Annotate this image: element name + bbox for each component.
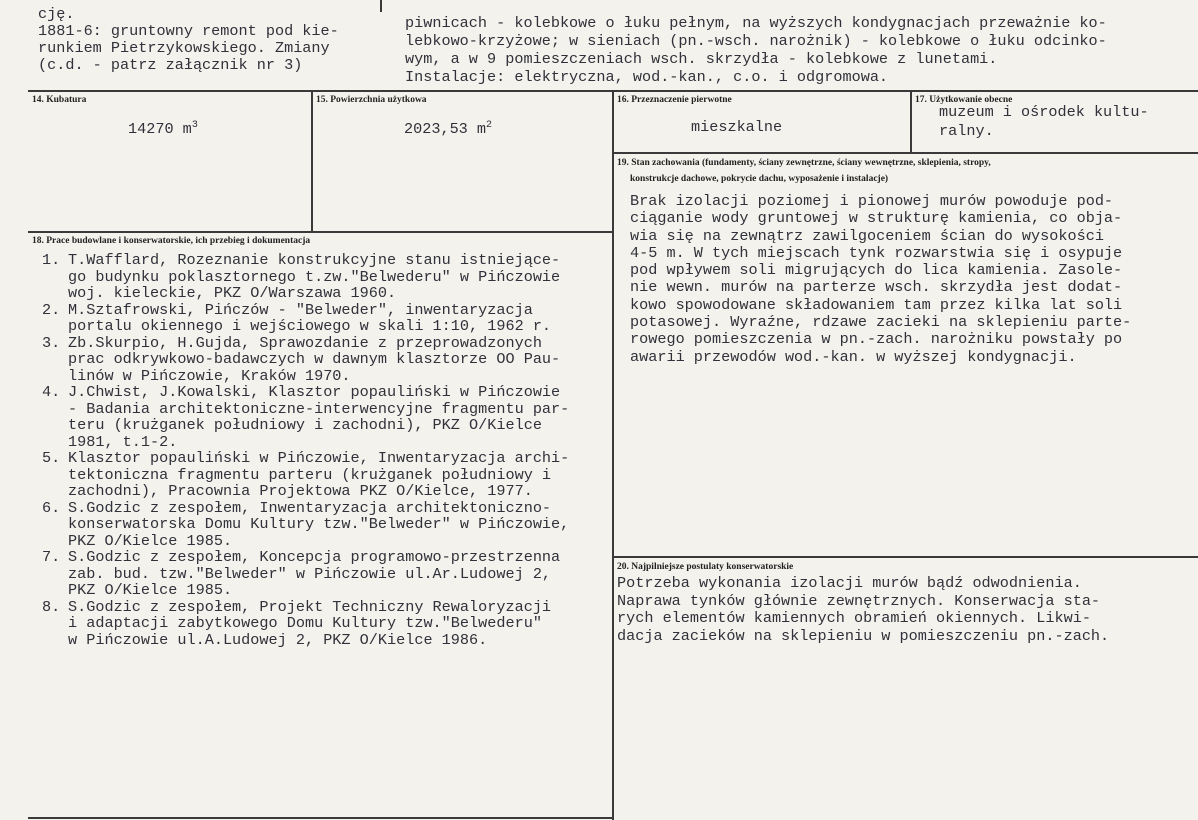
list-item: 2. M.Sztafrowski, Pińczów - "Belweder", inwentaryzacja portalu okiennego i wejściowego w skali 1:10, 1962 r. xyxy=(42,300,552,335)
field-16-value: mieszkalne xyxy=(691,118,783,136)
field-19-label: 19. Stan zachowania (fundamenty, ściany zewnętrzne, ściany wewnętrzne, sklepienia, stropy, xyxy=(617,158,991,168)
field-17-label: 17. Użytkowanie obecne xyxy=(915,95,1013,105)
list-item: 5. Klasztor popauliński w Pińczowie, Inwentaryzacja archi- tektoniczna fragmentu parteru (krużganek południowy i zachodni), Pracownia Projektowa PKZ O/Kielce, 1977. xyxy=(42,449,570,500)
field-14-value xyxy=(128,120,198,138)
divider-top-vertical xyxy=(380,0,382,12)
list-item: 7. S.Godzic z zespołem, Koncepcja programowo-przestrzenna zab. bud. tzw."Belweder" w Pińczowie ul.Ar.Ludowej 2, PKZ O/Kielce 1985. xyxy=(42,548,561,599)
divider-left-bottom xyxy=(28,817,613,819)
list-item: 4. J.Chwist, J.Kowalski, Klasztor popauliński w Pińczowie - Badania architektoniczne-interwencyjne fragmentu par- teru (krużganek południowy i zachodni), PKZ O/Kielce 1981, t.1-2. xyxy=(42,383,570,451)
field-17-value: muzeum i ośrodek kultu- ralny. xyxy=(939,103,1149,140)
powierzchnia-value: 2023,53 m xyxy=(404,120,487,139)
field-18-list xyxy=(28,252,569,648)
divider-14-15 xyxy=(311,90,313,231)
field-19-label-cont: konstrukcje dachowe, pokrycie dachu, wyposażenie i instalacje) xyxy=(630,174,889,184)
field-18-label: 18. Prace budowlane i konserwatorskie, ich przebieg i dokumentacja xyxy=(32,236,311,246)
divider-right-row-20 xyxy=(612,556,1198,558)
field-16-label: 16. Przeznaczenie pierwotne xyxy=(617,95,732,105)
divider-main-vertical xyxy=(612,90,614,820)
divider-right-row-19 xyxy=(612,152,1198,154)
field-15-value xyxy=(404,120,492,138)
divider-16-17 xyxy=(910,90,912,152)
powierzchnia-sup: 2 xyxy=(486,120,493,131)
kubatura-value: 14270 m xyxy=(128,120,192,139)
field-19-text: Brak izolacji poziomej i pionowej murów powoduje pod- ciąganie wody gruntowej w strukturę kamienia, co obja- wia się na zewnątrz zawilgoceniem ścian do wysokości 4-5 m. W tych miejscach tynk rozwarstwia się i osypuje pod wpływem soli migrujących do lica kamienia. Zasole- nie wewn. murów na parterze wsch. skrzydła jest dodat- kowo spowodowane składowaniem tam przez kilka lat soli potasowej. Wyraźne, rdzawe zacieki na sklepieniu parte- rowego pomieszczenia w pn.-zach. narożniku powstały po awarii przewodów wod.-kan. w wyższej kondygnacji. xyxy=(630,192,1132,366)
kubatura-sup: 3 xyxy=(191,120,198,131)
list-item: 3. Zb.Skurpio, H.Gujda, Sprawozdanie z przeprowadzonych prac odkrywkowo-badawczych w dawnym klasztorze OO Pau- linów w Pińczowie, Kraków 1970. xyxy=(42,333,561,385)
list-item: 6. S.Godzic z zespołem, Inwentaryzacja architektoniczno- konserwatorska Domu Kultury tzw."Belweder" w Pińczowie, PKZ O/Kielce 1985. xyxy=(42,498,570,550)
list-item: 1. T.Wafflard, Rozeznanie konstrukcyjne stanu istniejące- go budynku poklasztornego t.zw."Belwederu" w Pińczowie woj. kieleckie, PKZ O/Warszawa 1960. xyxy=(42,251,561,302)
field-15-label: 15. Powierzchnia użytkowa xyxy=(316,95,427,105)
field-14-label: 14. Kubatura xyxy=(32,95,87,105)
field-20-label: 20. Najpilniejsze postulaty konserwatorskie xyxy=(617,562,794,572)
top-right-text: piwnicach - kolebkowe o łuku pełnym, na wyższych kondygnacjach przeważnie ko- lebkowo-krzyżowe; w sieniach (pn.-wsch. narożnik) - kolebkowe o łuku odcinko- wym, a w 9 pomieszczeniach wsch. skrzydła - kolebkowe z lunetami. Instalacje: elektryczna, wod.-kan., c.o. i odgromowa. xyxy=(405,14,1107,86)
top-left-text: cję. 1881-6: gruntowny remont pod kie- runkiem Pietrzykowskiego. Zmiany (c.d. - patrz załącznik nr 3) xyxy=(38,5,339,74)
list-item: 8. S.Godzic z zespołem, Projekt Techniczny Rewaloryzacji i adaptacji zabytkowego Domu Kultury tzw."Belwederu" w Pińczowie ul.A.Ludowej 2, PKZ O/Kielce 1986. xyxy=(42,597,552,649)
divider-left-row-18 xyxy=(28,231,613,233)
field-20-text: Potrzeba wykonania izolacji murów bądź odwodnienia. Naprawa tynków głównie zewnętrznych. Konserwacja sta- rych elementów kamiennych obramień okiennych. Likwi- dacja zacieków na sklepieniu w pomieszczeniu pn.-zach. xyxy=(617,574,1110,645)
